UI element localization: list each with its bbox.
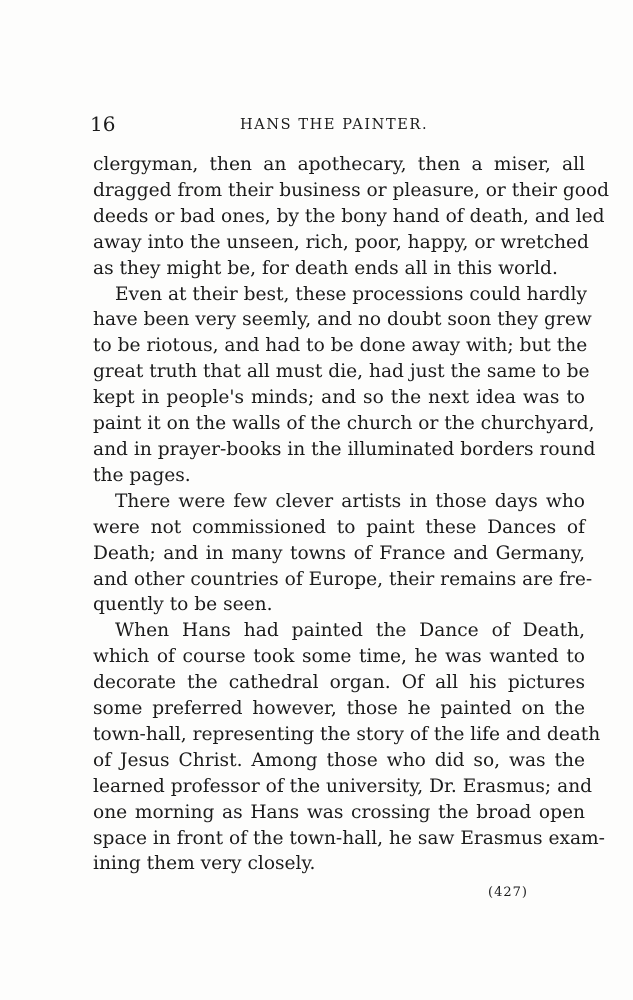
text-line: some preferred however, those he painted on the xyxy=(93,698,585,720)
text-line: away into the unseen, rich, poor, happy, or wretched xyxy=(93,231,589,253)
text-line: dragged from their business or pleasure, or their good xyxy=(93,179,610,201)
text-line: were not commissioned to paint these Dances of xyxy=(93,516,585,538)
text-line: learned professor of the university, Dr. Erasmus; and xyxy=(93,775,593,797)
page-number: 16 xyxy=(90,112,116,136)
text-line: of Jesus Christ. Among those who did so, was the xyxy=(93,749,585,771)
text-line: kept in people's minds; and so the next idea was to xyxy=(93,387,585,409)
text-line: have been very seemly, and no doubt soon they grew xyxy=(93,309,592,331)
body-text xyxy=(93,152,610,877)
text-line: space in front of the town-hall, he saw Erasmus exam- xyxy=(93,827,605,849)
text-line: paint it on the walls of the church or the churchyard, xyxy=(93,413,595,435)
running-head xyxy=(90,110,540,138)
text-line: town-hall, representing the story of the life and death xyxy=(93,723,601,745)
text-line: deeds or bad ones, by the bony hand of death, and led xyxy=(93,205,605,227)
text-line: and in prayer-books in the illuminated borders round xyxy=(93,438,596,460)
text-line: Death; and in many towns of France and Germany, xyxy=(93,542,585,564)
signature-mark: (427) xyxy=(488,885,528,900)
text-line: which of course took some time, he was wanted to xyxy=(93,646,585,668)
text-line: and other countries of Europe, their remains are fre- xyxy=(93,568,593,590)
text-line: clergyman, then an apothecary, then a miser, all xyxy=(93,154,585,175)
text-line: ining them very closely. xyxy=(93,853,316,875)
text-line: one morning as Hans was crossing the broad open xyxy=(93,801,585,823)
text-line: There were few clever artists in those days who xyxy=(115,490,585,512)
text-line: to be riotous, and had to be done away with; but the xyxy=(93,335,588,357)
text-line: When Hans had painted the Dance of Death, xyxy=(115,620,585,642)
text-line: great truth that all must die, had just the same to be xyxy=(93,361,590,383)
text-line: as they might be, for death ends all in this world. xyxy=(93,257,558,279)
text-line: decorate the cathedral organ. Of all his pictures xyxy=(93,672,585,694)
text-line: the pages. xyxy=(93,464,191,486)
text-line: Even at their best, these processions could hardly xyxy=(115,283,587,305)
text-line: quently to be seen. xyxy=(93,594,273,616)
running-title: HANS THE PAINTER. xyxy=(240,117,429,133)
